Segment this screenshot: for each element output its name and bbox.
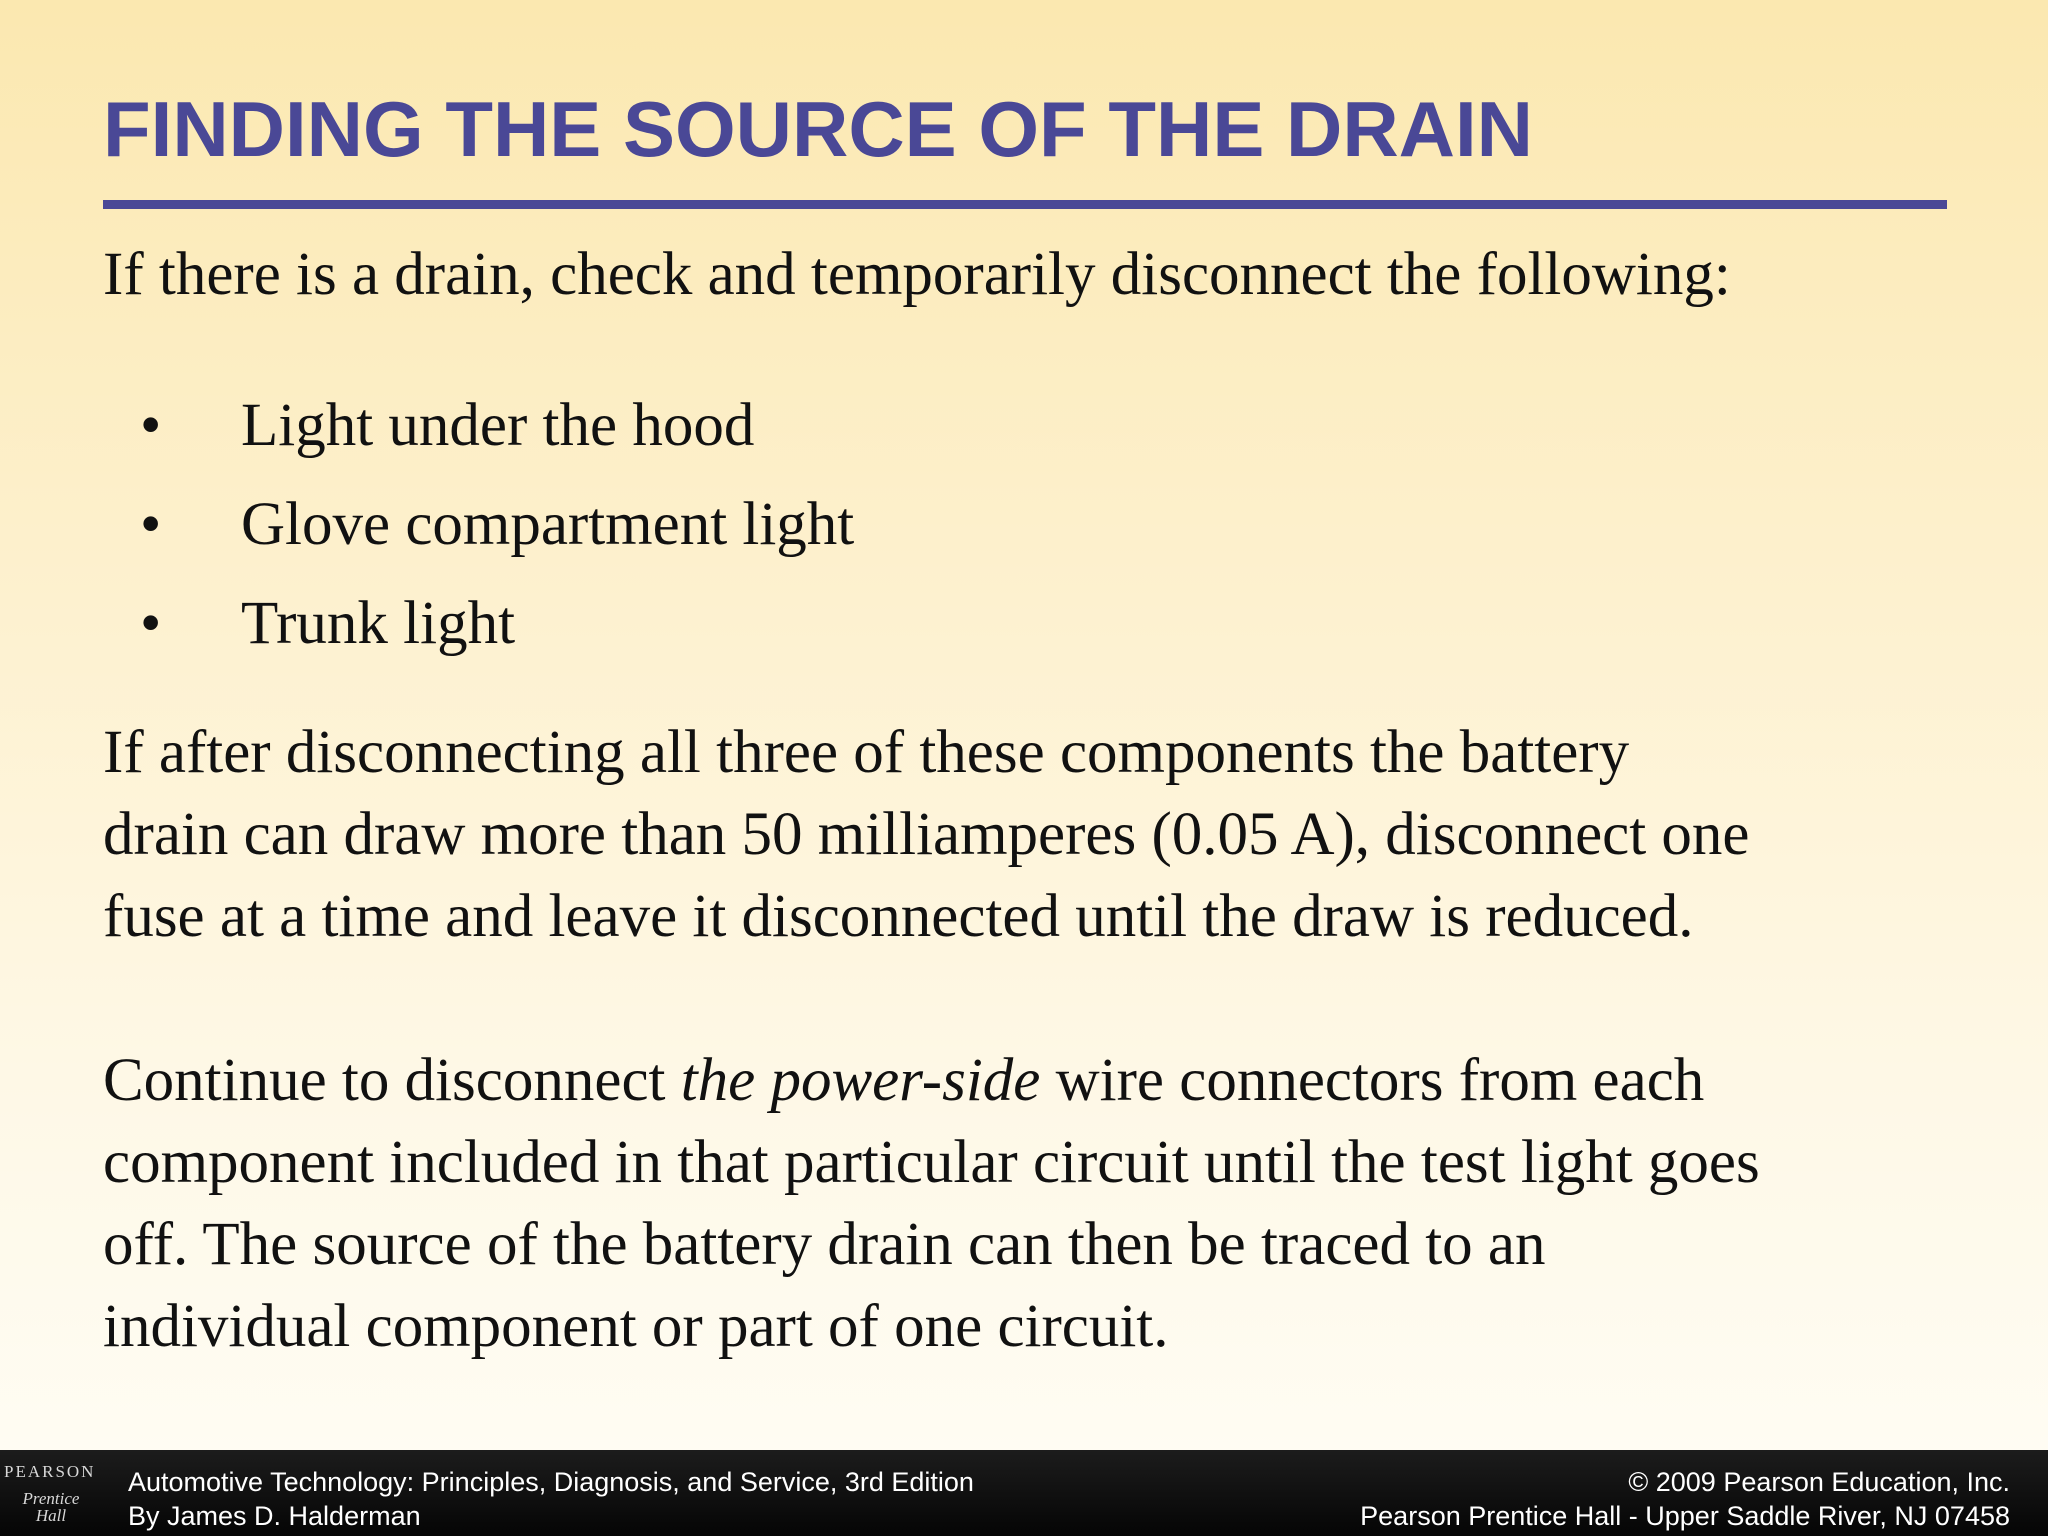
slide-title: FINDING THE SOURCE OF THE DRAIN — [103, 85, 1534, 173]
copyright-text: © 2009 Pearson Education, Inc. — [1628, 1467, 2010, 1497]
logo-wordmark: PEARSON — [4, 1462, 96, 1481]
paragraph-line: component included in that particular circuit until the test light goes — [103, 1129, 1760, 1196]
component-list — [140, 376, 854, 673]
footer-copyright — [1360, 1465, 2010, 1533]
pearson-logo — [0, 1450, 102, 1536]
bullet-icon: • — [140, 491, 162, 558]
paragraph-line: drain can draw more than 50 milliamperes (0.05 A), disconnect one — [103, 801, 1750, 868]
paragraph-line: If after disconnecting all three of these components the battery — [103, 719, 1630, 786]
logo-imprint: Prentice Hall — [22, 1489, 80, 1525]
fuse-paragraph — [103, 712, 2003, 958]
paragraph-line: off. The source of the battery drain can then be traced to an — [103, 1211, 1546, 1278]
bullet-icon: • — [140, 392, 162, 459]
list-item-text: Trunk light — [241, 590, 516, 657]
paragraph-line: individual component or part of one circuit. — [103, 1293, 1169, 1360]
paragraph-line — [103, 1040, 2003, 1122]
list-item — [140, 574, 854, 673]
bullet-icon: • — [140, 590, 162, 657]
list-item — [140, 376, 854, 475]
list-item-text: Light under the hood — [241, 392, 755, 459]
footer-bar — [0, 1450, 2048, 1536]
footer-book-info — [128, 1465, 974, 1533]
intro-text: If there is a drain, check and temporarily disconnect the following: — [103, 241, 1731, 308]
book-title: Automotive Technology: Principles, Diagnosis, and Service, 3rd Edition — [128, 1467, 974, 1497]
title-divider — [103, 200, 1947, 209]
emphasis-text: the power-side — [680, 1047, 1041, 1114]
trace-paragraph — [103, 1040, 2003, 1368]
paragraph-text: Continue to disconnect — [103, 1047, 681, 1114]
paragraph-text: wire connectors from each — [1040, 1047, 1705, 1114]
list-item — [140, 475, 854, 574]
publisher-text: Pearson Prentice Hall - Upper Saddle River, NJ 07458 — [1360, 1501, 2010, 1531]
list-item-text: Glove compartment light — [241, 491, 855, 558]
paragraph-line: fuse at a time and leave it disconnected until the draw is reduced. — [103, 883, 1694, 950]
book-author: By James D. Halderman — [128, 1501, 421, 1531]
